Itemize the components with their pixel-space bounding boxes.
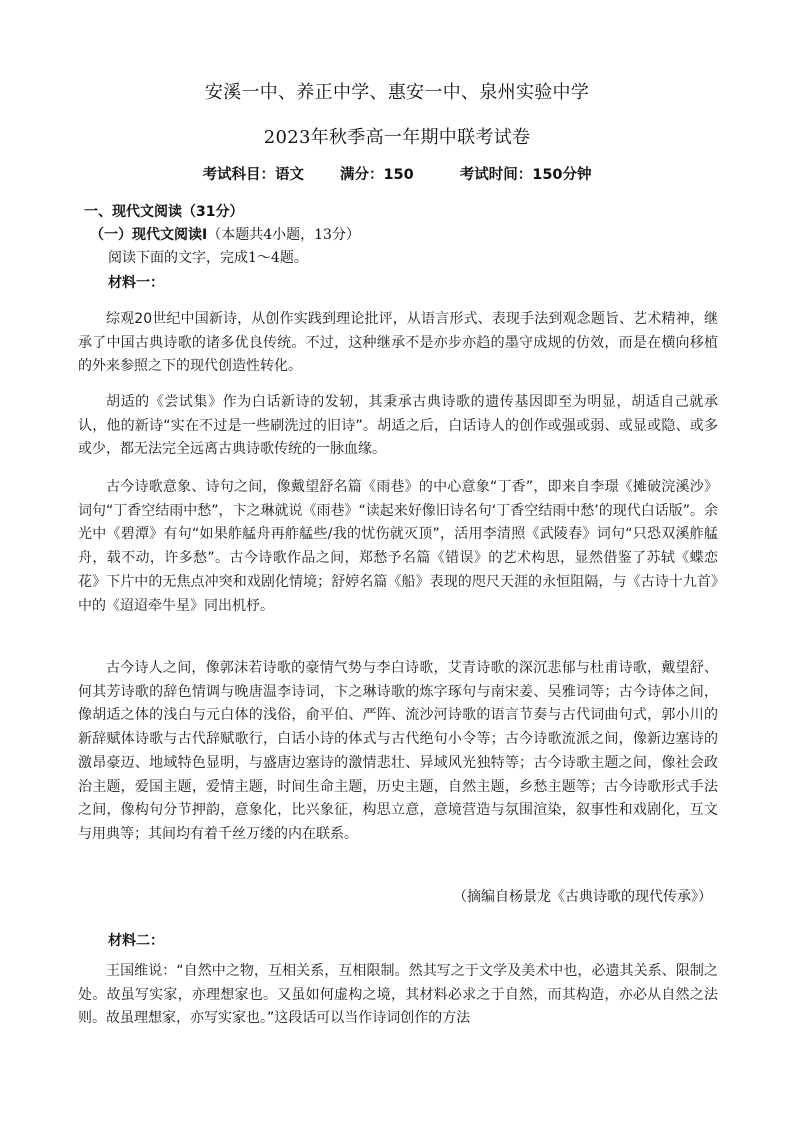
exam-subject: 考试科目：语文 [202,167,304,183]
exam-full-score: 满分：150 [339,167,414,183]
material2-paragraph: 王国维说：“自然中之物，互相关系，互相限制。然其写之于文学及美术中也，必遗其关系、限制之处。故虽写实家，亦理想家也。又虽如何虚构之境，其材料必求之于自然，而其构造，亦必从自然之法则。故虽理想家，亦写实家也。”这段话可以当作诗词创作的方法 [78,963,718,1027]
school-names: 安溪一中、养正中学、惠安一中、泉州实验中学 [204,82,590,103]
subsection-title-bold: （一）现代文阅读Ⅰ [90,227,208,243]
material1-source: （摘编自杨景龙《古典诗歌的现代传承》） [453,889,712,905]
subsection-title-note: （本题共4小题，13分） [207,227,360,243]
exam-time: 考试时间：150分钟 [459,167,592,183]
subsection-title [90,224,360,244]
exam-info [0,163,794,184]
material1-paragraph: 古今诗人之间，像郭沫若诗歌的豪情气势与李白诗歌，艾青诗歌的深沉悲郁与杜甫诗歌，戴望舒、何其芳诗歌的辞色情调与晚唐温李诗词，卞之琳诗歌的炼字琢句与南宋姜、吴雅词等；古今诗体之间，像胡适之体的浅白与元白体的浅俗，俞平伯、严阵、流沙河诗歌的语言节奏与古代词曲句式，郭小川的新辞赋体诗歌与古代辞赋歌行，白话小诗的体式与古代绝句小令等；古今诗歌流派之间，像新边塞诗的激昂豪迈、地域特色显明，与盛唐边塞诗的激情悲壮、异域风光独特等；古今诗歌主题之间，像社会政治主题，爱国主题，爱情主题，时间生命主题，历史主题，自然主题，乡愁主题等；古今诗歌形式手法之间，像构句分节押韵，意象化，比兴象征，构思立意，意境营造与氛围渲染，叙事性和戏剧化，互文与用典等；其间均有着千丝万缕的内在联系。 [78,660,718,842]
material1-paragraph: 胡适的《尝试集》作为白话新诗的发轫，其秉承古典诗歌的遗传基因即至为明显，胡适自己就承认，他的新诗“实在不过是一些刷洗过的旧诗”。胡适之后，白话诗人的创作或强或弱、或显或隐、或多或少，都无法完全远离古典诗歌传统的一脉血缘。 [78,394,718,458]
section-title: 一、现代文阅读（31分） [84,204,244,220]
material1-label: 材料一： [108,275,164,291]
material1-paragraph: 古今诗歌意象、诗句之间，像戴望舒名篇《雨巷》的中心意象“丁香”，即来自李璟《摊破浣溪沙》词句“丁香空结雨中愁”，卞之琳就说《雨巷》“读起来好像旧诗名句‘丁香空结雨中愁’的现代白话版”。余光中《碧潭》有句“如果舴艋舟再舴艋些/我的忧伤就灭顶”，活用李清照《武陵春》词句“只恐双溪舴艋舟，载不动，许多愁”。古今诗歌作品之间，郑愁予名篇《错误》的艺术构思，显然借鉴了苏轼《蝶恋花》下片中的无焦点冲突和戏剧化情境；舒婷名篇《船》表现的咫尺天涯的永恒阻隔，与《古诗十九首》中的《迢迢牵牛星》同出机杼。 [78,479,718,614]
exam-title: 2023年秋季高一年期中联考试卷 [263,127,531,148]
material2-label: 材料二： [108,933,164,949]
material1-paragraph: 综观20世纪中国新诗，从创作实践到理论批评，从语言形式、表现手法到观念题旨、艺术精神，继承了中国古典诗歌的诸多优良传统。不过，这种继承不是亦步亦趋的墨守成规的仿效，而是在横向移植的外来参照之下的现代创造性转化。 [78,311,718,375]
instruction: 阅读下面的文字，完成1～4题。 [108,250,308,266]
